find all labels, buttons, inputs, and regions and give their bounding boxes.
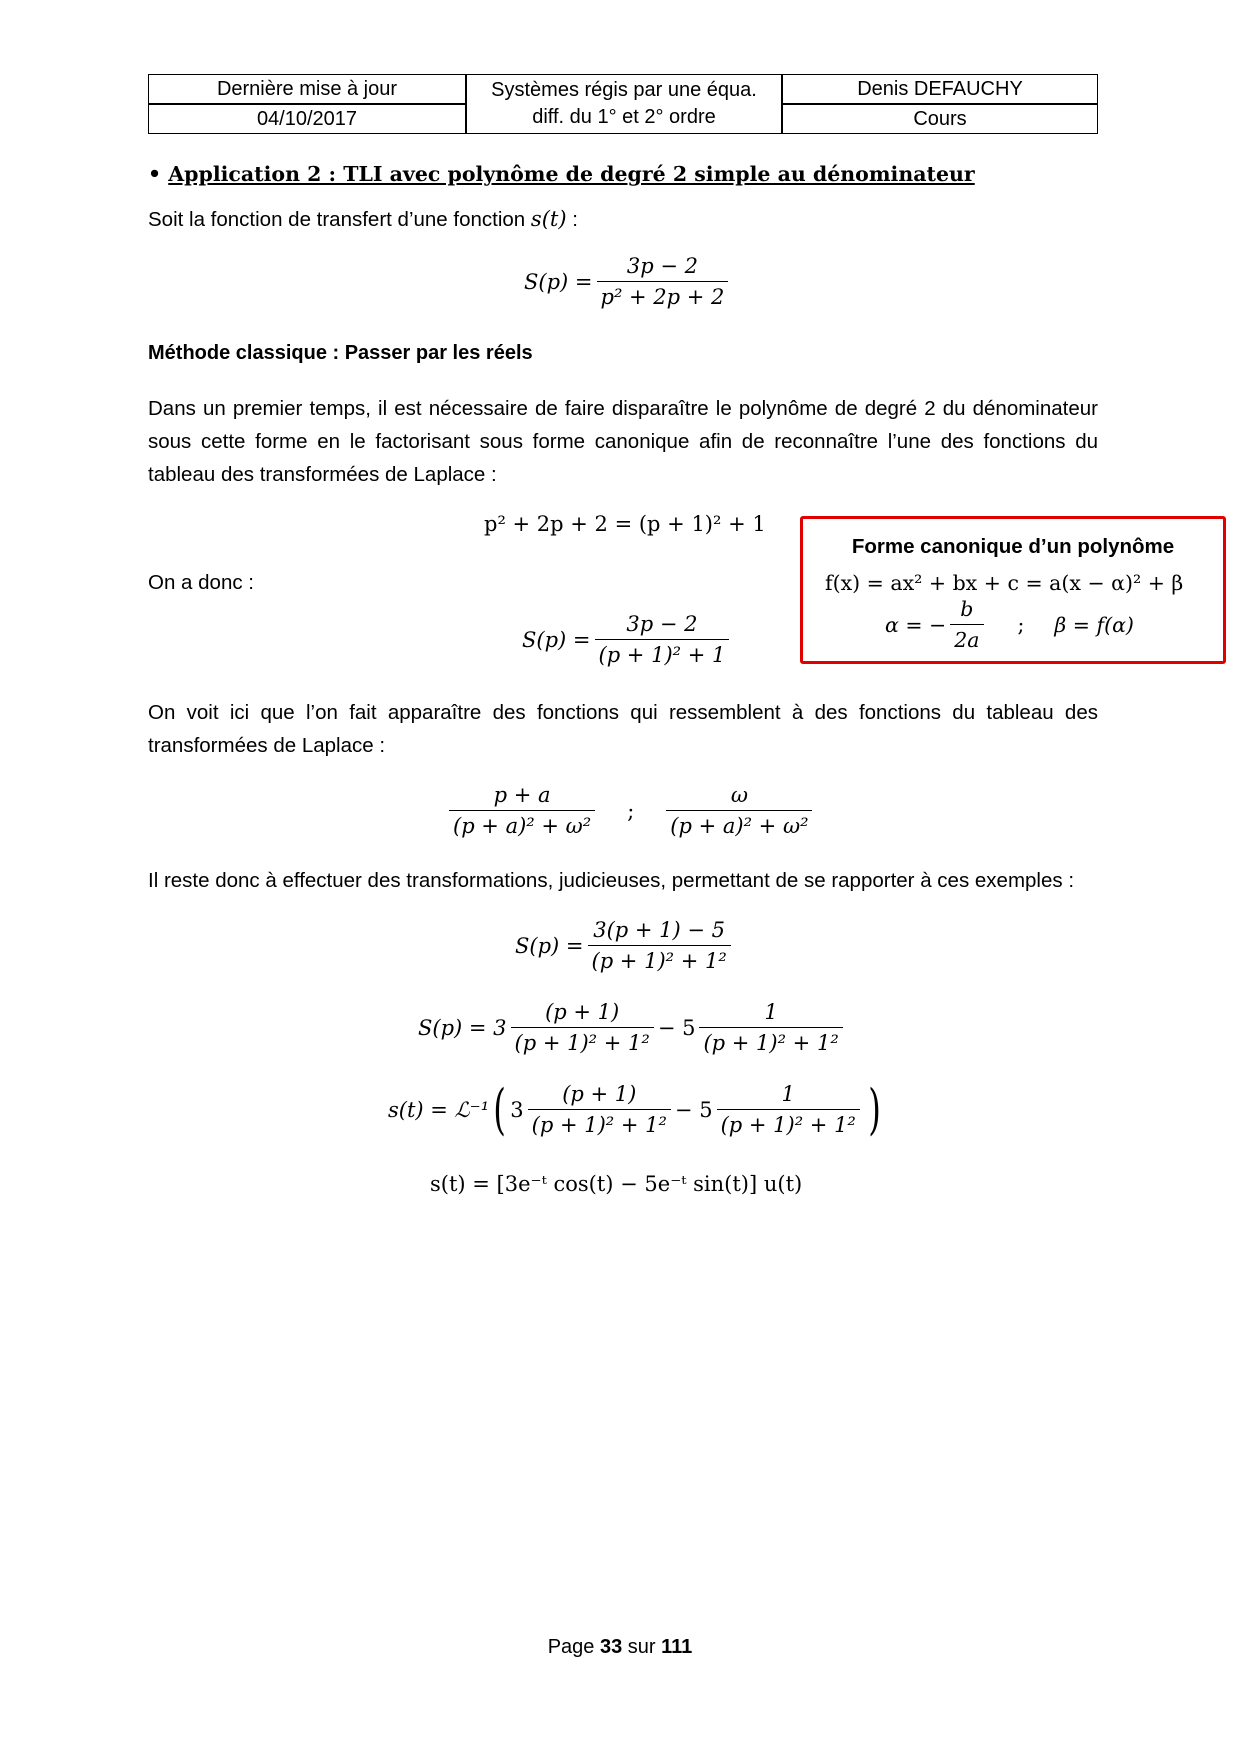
section-title <box>148 162 975 186</box>
eq5-mid: − 5 <box>657 1015 696 1040</box>
equation-split <box>418 1000 847 1055</box>
header-update-label: Dernière mise à jour <box>216 78 398 100</box>
box-equation-alpha-beta <box>885 597 1134 652</box>
method-heading: Méthode classique : Passer par les réels <box>148 342 533 364</box>
eq5-den2: (p + 1)² + 1² <box>699 1027 842 1055</box>
intro-math: s(t) <box>530 207 567 231</box>
eq5-num2: 1 <box>764 1000 778 1024</box>
laplace-forms <box>445 783 816 838</box>
para1-line3: tableau des transformées de Laplace : <box>148 463 497 486</box>
para1-line1: Dans un premier temps, il est nécessaire de faire disparaître le polynôme de degré 2 du dénominateur <box>148 397 1098 420</box>
eq3-lhs: S(p) = <box>522 627 591 652</box>
box-separator: ; <box>1017 612 1025 637</box>
para2-line1: On voit ici que l’on fait apparaître des fonctions qui ressemblent à des fonctions du tableau des <box>148 701 1098 724</box>
para2-line2: transformées de Laplace : <box>148 734 386 757</box>
intro-line <box>148 203 1098 236</box>
eq1-lhs: S(p) = <box>524 269 593 294</box>
left-paren: ( <box>493 1077 507 1141</box>
eq4-denominator: (p + 1)² + 1² <box>588 945 731 973</box>
intro-text: Soit la fonction de transfert d’une fonction <box>148 208 526 231</box>
canonical-form-box <box>800 516 1226 664</box>
section-title-text: Application 2 : TLI avec polynôme de degré 2 simple au dénominateur <box>168 162 975 186</box>
eq6-coef: 3 <box>510 1097 524 1122</box>
eq1-numerator: 3p − 2 <box>626 254 699 278</box>
laplace-f1-den: (p + a)² + ω² <box>449 810 595 838</box>
laplace-separator: ; <box>627 798 635 823</box>
box-equation-polynomial: f(x) = ax² + bx + c = a(x − α)² + β <box>825 571 1184 595</box>
equation-transfer-function <box>524 254 732 309</box>
footer-page-number: 33 <box>599 1636 623 1658</box>
box-alpha-num: b <box>960 597 974 621</box>
header-subject-line2: diff. du 1° et 2° ordre <box>532 106 716 128</box>
equation-inverse-laplace <box>388 1077 885 1141</box>
eq5-num1: (p + 1) <box>545 1000 620 1024</box>
header-date: 04/10/2017 <box>256 108 358 130</box>
eq5-lhs: S(p) = 3 <box>418 1015 507 1040</box>
laplace-f2-num: ω <box>730 783 748 807</box>
footer-total-pages: 111 <box>661 1636 693 1658</box>
eq6-mid: − 5 <box>674 1097 713 1122</box>
eq6-den2: (p + 1)² + 1² <box>717 1109 860 1137</box>
eq5-den1: (p + 1)² + 1² <box>511 1027 654 1055</box>
right-paren: ) <box>868 1077 881 1141</box>
equation-factored <box>522 612 733 667</box>
bullet: • <box>148 162 162 186</box>
laplace-f1-num: p + a <box>493 783 551 807</box>
box-alpha-den: 2a <box>950 624 983 652</box>
header-doc-type: Cours <box>913 108 967 130</box>
eq4-numerator: 3(p + 1) − 5 <box>593 918 726 942</box>
eq6-den1: (p + 1)² + 1² <box>528 1109 671 1137</box>
para3: Il reste donc à effectuer des transformations, judicieuses, permettant de se rapporter à ces exemples : <box>148 869 1075 892</box>
on-a-donc: On a donc : <box>148 571 254 594</box>
equation-rearranged <box>515 918 735 973</box>
eq3-numerator: 3p − 2 <box>626 612 698 636</box>
box-title: Forme canonique d’un polynôme <box>851 535 1175 558</box>
header-author: Denis DEFAUCHY <box>857 78 1023 100</box>
box-beta: β = f(α) <box>1054 612 1134 637</box>
eq4-lhs: S(p) = <box>515 933 584 958</box>
footer-prefix: Page <box>547 1636 600 1658</box>
header-subject-line1: Systèmes régis par une équa. <box>491 79 757 101</box>
box-alpha-lhs: α = − <box>885 612 947 637</box>
equation-canonical: p² + 2p + 2 = (p + 1)² + 1 <box>484 512 766 536</box>
eq1-denominator: p² + 2p + 2 <box>597 281 729 309</box>
intro-end: : <box>566 208 578 231</box>
footer-middle: sur <box>622 1636 662 1658</box>
eq6-lhs: s(t) = ℒ⁻¹ <box>388 1097 490 1122</box>
eq6-num2: 1 <box>781 1082 795 1106</box>
equation-result: s(t) = [3e⁻ᵗ cos(t) − 5e⁻ᵗ sin(t)] u(t) <box>430 1172 803 1196</box>
page-footer <box>0 1636 1240 1659</box>
eq6-num1: (p + 1) <box>562 1082 637 1106</box>
para1-line2: sous cette forme en le factorisant sous forme canonique afin de reconnaître l’une des fonctions du <box>148 430 1098 453</box>
laplace-f2-den: (p + a)² + ω² <box>666 810 812 838</box>
eq3-denominator: (p + 1)² + 1 <box>595 639 730 667</box>
header-table <box>148 74 1098 134</box>
